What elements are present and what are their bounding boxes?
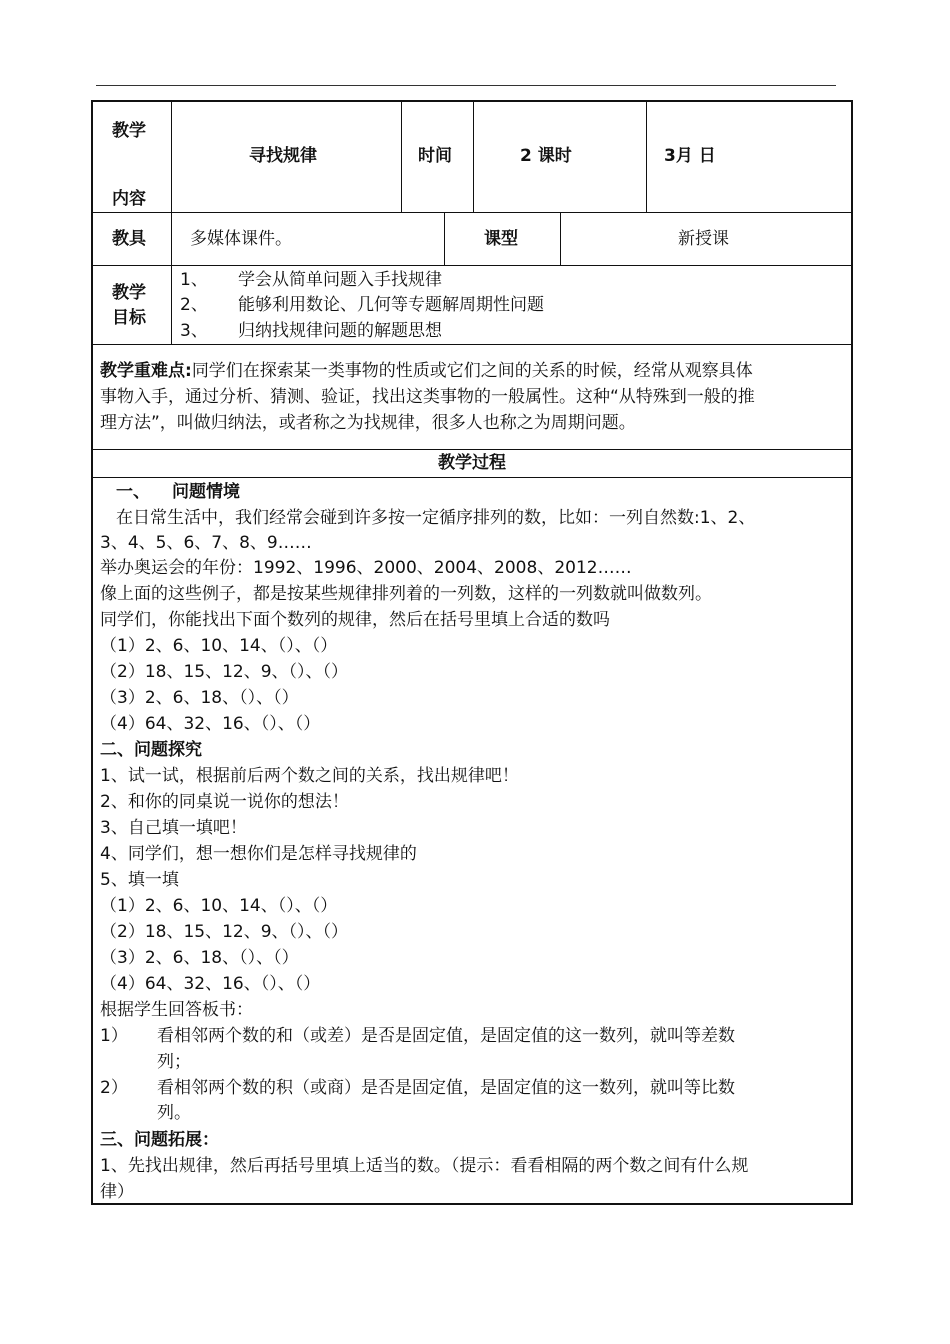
goal-text: 学会从简单问题入手找规律 xyxy=(238,270,442,290)
goals-label-bottom: 目标 xyxy=(112,308,146,328)
goal-number: 3、 xyxy=(180,321,208,341)
sequence-item: （4）64、32、16、（）、（） xyxy=(100,974,321,994)
section-2-heading: 二、问题探究 xyxy=(100,740,202,760)
goal-number: 1、 xyxy=(180,270,208,290)
col-divider xyxy=(171,100,172,345)
process-title: 教学过程 xyxy=(438,453,506,473)
row-divider xyxy=(91,212,853,213)
sequence-item: （2）18、15、12、9、（）、（） xyxy=(100,922,349,942)
duration-value: 2 课时 xyxy=(520,146,572,166)
goal-text: 能够利用数论、几何等专题解周期性问题 xyxy=(238,295,544,315)
section-1-heading: 问题情境 xyxy=(172,482,240,502)
section-3-heading: 三、问题拓展： xyxy=(100,1130,219,1150)
goals-label-top: 教学 xyxy=(112,283,146,303)
key-points-line xyxy=(100,361,753,381)
section-1-text: 3、4、5、6、7、8、9…… xyxy=(100,533,312,553)
sequence-item: （3）2、6、18、（）、（） xyxy=(100,948,299,968)
goal-text: 归纳找规律问题的解题思想 xyxy=(238,321,442,341)
section-1-text: 举办奥运会的年份：1992、1996、2000、2004、2008、2012…… xyxy=(100,558,632,578)
board-item-text: 列。 xyxy=(157,1103,191,1123)
section-1-text: 像上面的这些例子，都是按某些规律排列着的一列数，这样的一列数就叫做数列。 xyxy=(100,584,712,604)
section-1-number: 一、 xyxy=(116,482,150,502)
sequence-item: （2）18、15、12、9、（）、（） xyxy=(100,662,349,682)
time-label: 时间 xyxy=(418,146,452,166)
section-2-item: 4、同学们，想一想你们是怎样寻找规律的 xyxy=(100,844,417,864)
section-2-item: 5、填一填 xyxy=(100,870,179,890)
sequence-item: （1）2、6、10、14、（）、（） xyxy=(100,636,338,656)
board-item-text: 看相邻两个数的和（或差）是否是固定值，是固定值的这一数列，就叫等差数 xyxy=(157,1026,735,1046)
tools-label: 教具 xyxy=(112,229,146,249)
goal-number: 2、 xyxy=(180,295,208,315)
date-value: 3月 日 xyxy=(664,146,716,166)
lesson-topic: 寻找规律 xyxy=(249,146,317,166)
board-item-text: 列； xyxy=(157,1052,191,1072)
row-divider xyxy=(91,265,853,266)
key-points-line: 理方法”，叫做归纳法，或者称之为找规律，很多人也称之为周期问题。 xyxy=(100,413,636,433)
header-rule xyxy=(96,85,836,86)
section-1-text: 同学们，你能找出下面个数列的规律，然后在括号里填上合适的数吗 xyxy=(100,610,610,630)
sequence-item: （1）2、6、10、14、（）、（） xyxy=(100,896,338,916)
tools-value: 多媒体课件。 xyxy=(190,229,292,249)
board-item-number: 1） xyxy=(100,1026,128,1046)
board-item-number: 2） xyxy=(100,1078,128,1098)
col-divider xyxy=(444,212,445,266)
key-points-label: 教学重难点: xyxy=(100,361,192,381)
row-divider xyxy=(91,344,853,345)
key-points-line: 事物入手，通过分析、猜测、验证，找出这类事物的一般属性。这种“从特殊到一般的推 xyxy=(100,387,755,407)
section-2-item: 3、自己填一填吧！ xyxy=(100,818,247,838)
content-label-top: 教学 xyxy=(112,121,146,141)
section-2-item: 2、和你的同桌说一说你的想法！ xyxy=(100,792,349,812)
section-3-text: 律） xyxy=(100,1182,134,1202)
sequence-item: （3）2、6、18、（）、（） xyxy=(100,688,299,708)
col-divider xyxy=(560,212,561,266)
section-2-item: 1、试一试，根据前后两个数之间的关系，找出规律吧！ xyxy=(100,766,519,786)
col-divider xyxy=(401,100,402,213)
content-label-bottom: 内容 xyxy=(112,189,146,209)
row-divider xyxy=(91,449,853,450)
col-divider xyxy=(646,100,647,213)
col-divider xyxy=(473,100,474,213)
section-1-text: 在日常生活中，我们经常会碰到许多按一定循序排列的数，比如：一列自然数:1、2、 xyxy=(116,508,756,528)
board-item-text: 看相邻两个数的积（或商）是否是固定值，是固定值的这一数列，就叫等比数 xyxy=(157,1078,735,1098)
key-points-text: 同学们在探索某一类事物的性质或它们之间的关系的时候，经常从观察具体 xyxy=(191,361,753,381)
lesson-type-label: 课型 xyxy=(484,229,518,249)
section-3-text: 1、先找出规律，然后再括号里填上适当的数。（提示：看看相隔的两个数之间有什么规 xyxy=(100,1156,749,1176)
row-divider xyxy=(91,477,853,478)
board-intro: 根据学生回答板书： xyxy=(100,1000,253,1020)
lesson-type-value: 新授课 xyxy=(678,229,729,249)
sequence-item: （4）64、32、16、（）、（） xyxy=(100,714,321,734)
